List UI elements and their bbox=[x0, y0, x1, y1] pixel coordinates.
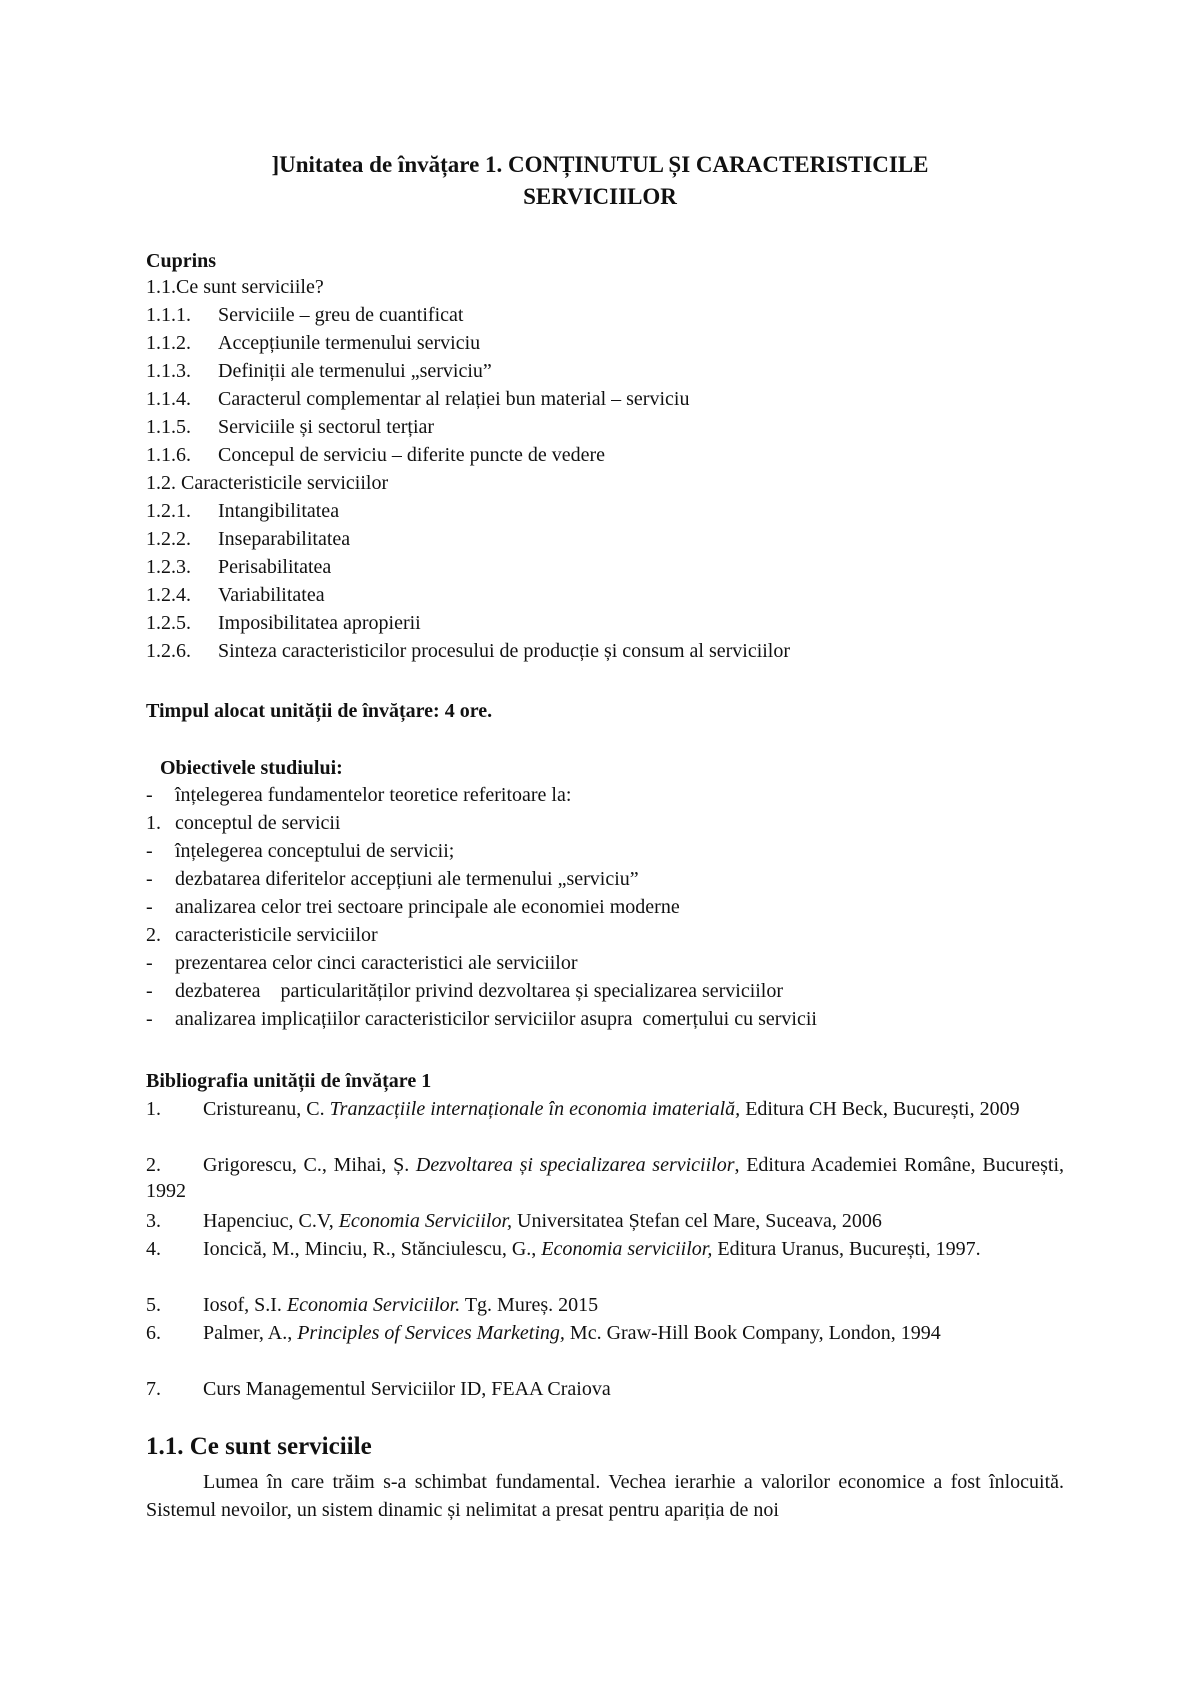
toc-number: 1.2.6. bbox=[146, 640, 191, 662]
toc-number: 1.1.1. bbox=[146, 304, 191, 326]
section-heading: 1.1. Ce sunt serviciile bbox=[146, 1433, 372, 1460]
title-line-1: ]Unitatea de învățare 1. CONȚINUTUL ȘI CARACTERISTICILE bbox=[271, 152, 929, 177]
bibliography-publisher: , Editura Academiei Române, București, 1992 bbox=[146, 1154, 1065, 1202]
bibliography-number: 3. bbox=[146, 1210, 161, 1232]
toc-number: 1.2.2. bbox=[146, 528, 191, 550]
objective-item bbox=[146, 838, 454, 864]
objective-item bbox=[146, 950, 578, 976]
bibliography-author: Curs Managementul Serviciilor ID, FEAA Craiova bbox=[203, 1378, 611, 1400]
toc-number: 1.1.5. bbox=[146, 416, 191, 438]
bibliography-publisher: Universitatea Ștefan cel Mare, Suceava, 2006 bbox=[512, 1210, 882, 1232]
bibliography-title: Economia Serviciilor. bbox=[286, 1294, 461, 1316]
objective-marker: 2. bbox=[146, 924, 161, 946]
toc-text: Concepul de serviciu – diferite puncte de vedere bbox=[218, 444, 606, 466]
objective-item bbox=[146, 894, 680, 920]
bibliography-title: Principles of Services Marketing, bbox=[297, 1322, 565, 1344]
toc-number: 1.2.4. bbox=[146, 584, 191, 606]
objective-text: dezbaterea particularităților privind dezvoltarea și specializarea serviciilor bbox=[175, 980, 784, 1002]
toc-text: Serviciile și sectorul terțiar bbox=[218, 416, 435, 438]
toc-text: Accepțiunile termenului serviciu bbox=[218, 332, 481, 354]
toc-text: Definiții ale termenului „serviciu” bbox=[218, 360, 492, 382]
toc-item bbox=[146, 386, 689, 412]
objective-item bbox=[146, 978, 783, 1004]
toc-number: 1.2.3. bbox=[146, 556, 191, 578]
bibliography-entry bbox=[146, 1208, 1064, 1234]
toc-item bbox=[146, 554, 331, 580]
toc-item bbox=[146, 358, 492, 384]
bibliography-entry bbox=[146, 1096, 1064, 1122]
bibliography-publisher: Editura CH Beck, București, 2009 bbox=[740, 1098, 1020, 1120]
bibliography-number: 1. bbox=[146, 1098, 161, 1120]
objective-marker: - bbox=[146, 952, 153, 974]
objective-marker: - bbox=[146, 896, 153, 918]
bibliography-entry bbox=[146, 1376, 1064, 1402]
bibliography-author: Grigorescu, C., Mihai, Ș. bbox=[203, 1154, 416, 1176]
bibliography-author: Palmer, A., bbox=[203, 1322, 298, 1344]
paragraph-text: Lumea în care trăim s-a schimbat fundamental. Vechea ierarhie a valorilor economice a fost înlocuită. Sistemul nevoilor, un sistem dinamic și nelimitat a presat pentru apariția de noi bbox=[146, 1471, 1064, 1521]
bibliography-publisher: Mc. Graw-Hill Book Company, London, 1994 bbox=[564, 1322, 941, 1344]
bibliography-number: 2. bbox=[146, 1154, 161, 1176]
toc-text: 1.1.Ce sunt serviciile? bbox=[146, 276, 324, 298]
cuprins-heading: Cuprins bbox=[146, 250, 217, 272]
bibliography-entry bbox=[146, 1152, 1064, 1204]
toc-number: 1.1.6. bbox=[146, 444, 191, 466]
bibliography-author: Hapenciuc, C.V, bbox=[203, 1210, 339, 1232]
bibliography-author: Iosof, S.I. bbox=[203, 1294, 287, 1316]
bibliography-author: Cristureanu, C. bbox=[203, 1098, 330, 1120]
objective-marker: 1. bbox=[146, 812, 161, 834]
bibliography-title: Economia Serviciilor, bbox=[338, 1210, 513, 1232]
toc-number: 1.2.1. bbox=[146, 500, 191, 522]
bibliography-title: Economia serviciilor, bbox=[541, 1238, 713, 1260]
bibliography-number: 5. bbox=[146, 1294, 161, 1316]
objective-marker: - bbox=[146, 784, 153, 806]
bibliography-title: Tranzacțiile internaționale în economia imaterială, bbox=[329, 1098, 741, 1120]
objective-item bbox=[146, 922, 378, 948]
toc-item bbox=[146, 414, 434, 440]
bibliography-title: Dezvoltarea și specializarea serviciilor bbox=[415, 1154, 735, 1176]
toc-text: Inseparabilitatea bbox=[218, 528, 351, 550]
objective-marker: - bbox=[146, 868, 153, 890]
section-paragraph bbox=[146, 1468, 1064, 1524]
toc-number: 1.1.2. bbox=[146, 332, 191, 354]
objective-text: înțelegerea fundamentelor teoretice referitoare la: bbox=[175, 784, 572, 806]
bibliography-heading: Bibliografia unității de învățare 1 bbox=[146, 1070, 432, 1092]
objective-text: dezbatarea diferitelor accepțiuni ale termenului „serviciu” bbox=[175, 868, 639, 890]
objective-text: conceptul de servicii bbox=[175, 812, 341, 834]
bibliography-publisher: Tg. Mureș. 2015 bbox=[460, 1294, 599, 1316]
objective-text: caracteristicile serviciilor bbox=[175, 924, 378, 946]
title-line-2: SERVICIILOR bbox=[523, 184, 677, 209]
toc-item bbox=[146, 330, 480, 356]
toc-item bbox=[146, 470, 388, 496]
toc-text: Variabilitatea bbox=[218, 584, 325, 606]
objective-text: analizarea implicațiilor caracteristicilor serviciilor asupra comerțului cu servicii bbox=[175, 1008, 817, 1030]
objective-marker: - bbox=[146, 840, 153, 862]
objectives-heading: Obiectivele studiului: bbox=[160, 757, 343, 779]
toc-item bbox=[146, 610, 421, 636]
toc-text: Perisabilitatea bbox=[218, 556, 332, 578]
toc-item bbox=[146, 498, 339, 524]
toc-item bbox=[146, 526, 350, 552]
toc-item bbox=[146, 274, 324, 300]
bibliography-number: 4. bbox=[146, 1238, 161, 1260]
bibliography-publisher: Editura Uranus, București, 1997. bbox=[712, 1238, 981, 1260]
toc-number: 1.1.3. bbox=[146, 360, 191, 382]
toc-item bbox=[146, 582, 325, 608]
toc-text: 1.2. Caracteristicile serviciilor bbox=[146, 472, 389, 494]
objective-item bbox=[146, 1006, 817, 1032]
objective-marker: - bbox=[146, 980, 153, 1002]
objective-item bbox=[146, 866, 639, 892]
toc-text: Sinteza caracteristicilor procesului de producție și consum al serviciilor bbox=[218, 640, 791, 662]
objective-text: înțelegerea conceptului de servicii; bbox=[175, 840, 455, 862]
toc-number: 1.2.5. bbox=[146, 612, 191, 634]
toc-item bbox=[146, 302, 463, 328]
bibliography-author: Ioncică, M., Minciu, R., Stănciulescu, G., bbox=[203, 1238, 542, 1260]
objective-item bbox=[146, 782, 571, 808]
time-allocated: Timpul alocat unității de învățare: 4 ore. bbox=[146, 700, 493, 722]
toc-number: 1.1.4. bbox=[146, 388, 191, 410]
toc-text: Imposibilitatea apropierii bbox=[218, 612, 421, 634]
toc-text: Caracterul complementar al relației bun material – serviciu bbox=[218, 388, 690, 410]
objective-text: analizarea celor trei sectoare principale ale economiei moderne bbox=[175, 896, 680, 918]
toc-item bbox=[146, 442, 605, 468]
toc-text: Serviciile – greu de cuantificat bbox=[218, 304, 464, 326]
toc-item bbox=[146, 638, 790, 664]
bibliography-entry bbox=[146, 1320, 1064, 1346]
bibliography-number: 6. bbox=[146, 1322, 161, 1344]
toc-text: Intangibilitatea bbox=[218, 500, 340, 522]
objective-item bbox=[146, 810, 341, 836]
bibliography-entry bbox=[146, 1292, 1064, 1318]
objective-text: prezentarea celor cinci caracteristici ale serviciilor bbox=[175, 952, 578, 974]
bibliography-entry bbox=[146, 1236, 1064, 1262]
objective-marker: - bbox=[146, 1008, 153, 1030]
bibliography-number: 7. bbox=[146, 1378, 161, 1400]
